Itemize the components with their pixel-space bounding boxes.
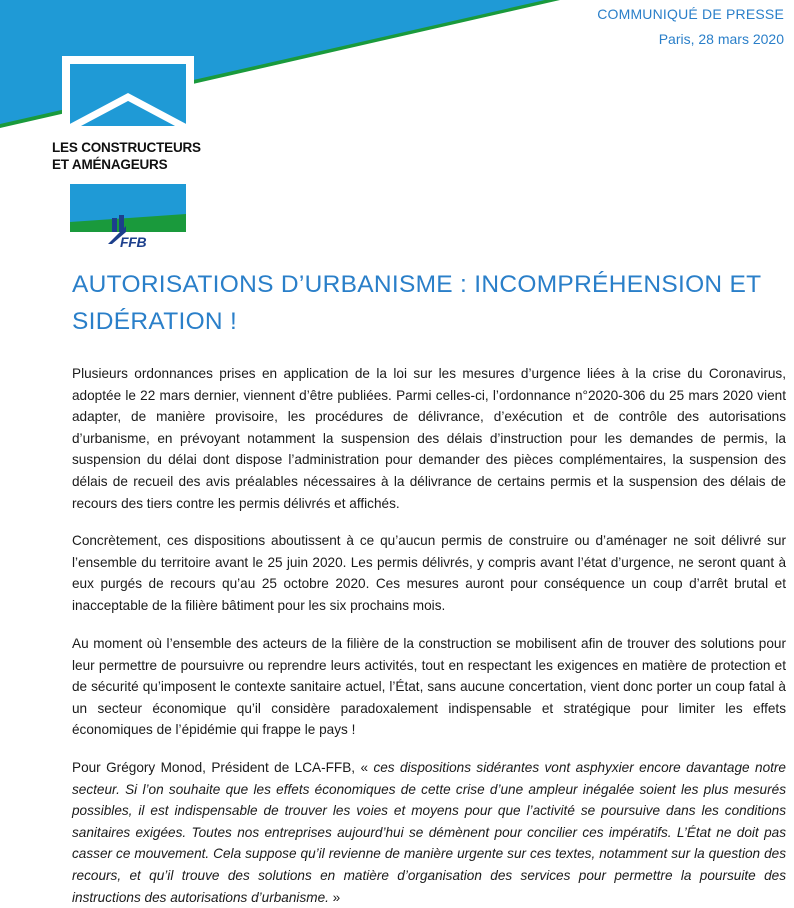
press-release-label: COMMUNIQUÉ DE PRESSE xyxy=(597,6,784,22)
president-quote: ces dispositions sidérantes vont asphyxier encore davantage notre secteur. Si l’on souhaite que les effets économiques de cette crise d’une ampleur inégalée soient les plus mesurés possibles, il est indispensable de trouver les voies et moyens pour que l’activité se poursuive dans les conditions sanitaires exigées. Toutes nos entreprises aujourd’hui se démènent pour concilier ces impératifs. L’État ne doit pas casser ce mouvement. Cela suppose qu’il revienne de manière urgente sur ces textes, notamment sur la question des recours, et qu’il trouve des solutions en matière d’organisation des services pour permettre la poursuite des instructions des autorisations d’urbanisme. xyxy=(72,760,786,905)
ffb-mark-icon xyxy=(112,218,117,232)
quote-close: » xyxy=(328,889,341,905)
page-title: AUTORISATIONS D’URBANISME : INCOMPRÉHENSION ET SIDÉRATION ! xyxy=(72,271,761,335)
press-release-date: Paris, 28 mars 2020 xyxy=(658,31,784,47)
ffb-label: FFB xyxy=(120,234,147,250)
paragraph-4 xyxy=(72,757,786,908)
brand-name-line2: ET AMÉNAGEURS xyxy=(52,157,168,172)
quote-intro: Pour Grégory Monod, Président de LCA-FFB, « xyxy=(72,760,374,775)
brand-name-line1: LES CONSTRUCTEURS xyxy=(52,140,201,155)
paragraph-1: Plusieurs ordonnances prises en application de la loi sur les mesures d’urgence liées à la crise du Coronavirus, adoptée le 22 mars dernier, viennent d’être publiées. Parmi celles-ci, l’ordonnance n°2020-306 du 25 mars 2020 vient adapter, de manière provisoire, les procédures de délivrance, d’exécution et de contrôle des autorisations d’urbanisme, en prévoyant notamment la suspension des délais d’instruction pour les demandes de permis, la suspension du délai dont dispose l’administration pour demander des pièces complémentaires, la suspension des délais de recueil des avis préalables nécessaires à la délivrance de certains permis et la suspension des délais de recours des tiers contre les permis délivrés et affichés. xyxy=(72,366,786,511)
lca-ffb-logo xyxy=(0,0,240,260)
paragraph-3: Au moment où l’ensemble des acteurs de la filière de la construction se mobilisent afin de trouver des solutions pour leur permettre de poursuivre ou reprendre leurs activités, tout en respectant les exigences en matière de protection et de sécurité qu’imposent le contexte sanitaire actuel, l’État, sans aucune concertation, vient donc porter un coup fatal à un secteur économique qu’il considère paradoxalement indispensable et stratégique pour limiter les effets économiques de l’épidémie qui frappe le pays ! xyxy=(72,636,786,738)
paragraph-2: Concrètement, ces dispositions aboutissent à ce qu’aucun permis de construire ou d’aménager ne soit délivré sur l’ensemble du territoire avant le 25 juin 2020. Les permis délivrés, y compris avant l’état d’urgence, ne seront quant à eux purgés de recours qu’au 25 octobre 2020. Ces mesures auront pour conséquence un coup d’arrêt brutal et inacceptable de la filière bâtiment pour les six prochains mois. xyxy=(72,533,786,613)
